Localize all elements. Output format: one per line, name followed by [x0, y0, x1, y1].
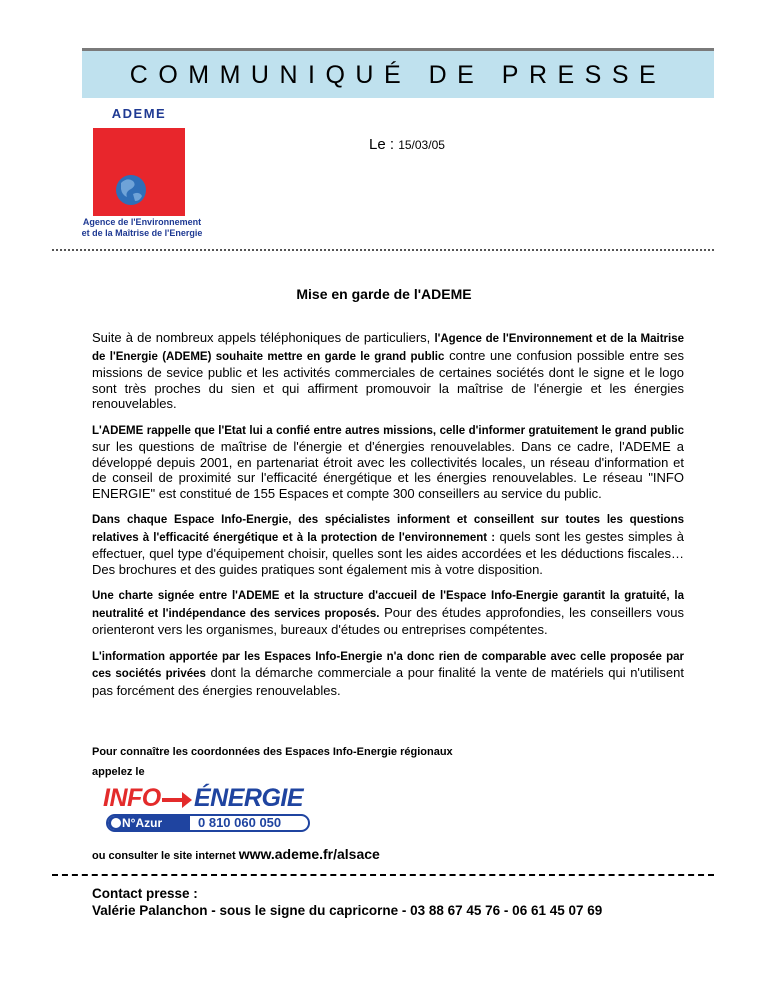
info-energie-word1: INFO — [103, 784, 161, 812]
press-contact-title: Contact presse : — [92, 886, 198, 901]
paragraph-text: quels sont les gestes simples à effectuer, quel type d'équipement choisir, quelles sont les aides accordées et les déductions fiscales… Des brochures et des guides pratiques sont également mis à votre disposition. — [92, 528, 684, 577]
bottom-separator — [52, 874, 714, 876]
date-label: Le : — [369, 136, 395, 153]
paragraph-text: Pour des études approfondies, les conseillers vous orienteront vers les organismes, bureaux d'études ou entreprises compétentes. — [92, 604, 685, 637]
press-release-banner — [82, 48, 714, 98]
paragraph-bold: Une charte signée entre l'ADEME et la structure d'accueil de l'Espace Info-Energie garantit la gratuité, la neutralité et l'indépendance des services proposés. — [92, 590, 684, 620]
date-line — [369, 136, 445, 153]
call-label: appelez le — [92, 766, 145, 778]
paragraph-bold: l'Agence de l'Environnement et de la Maitrise de l'Energie (ADEME) souhaite mettre en garde le grand public — [92, 333, 684, 363]
headline: Mise en garde de l'ADEME — [296, 286, 472, 302]
paragraph — [92, 587, 684, 638]
azur-label: N°Azur — [122, 816, 163, 830]
info-energie-logo — [98, 784, 318, 834]
phone-number-badge — [106, 814, 310, 832]
ademe-logo-caption — [69, 217, 215, 239]
ademe-logo-square — [93, 128, 185, 216]
paragraph — [92, 511, 684, 577]
paragraph-bold: Dans chaque Espace Info-Energie, des spécialistes informent et conseillent sur toutes les questions relatives à l'efficacité énergétique et à la protection de l'environnement : — [92, 514, 684, 544]
info-energie-word2: ÉNERGIE — [194, 784, 304, 812]
banner-title: COMMUNIQUÉ DE PRESSE — [129, 61, 667, 89]
paragraph-text: dont la démarche commerciale a pour finalité la vente de matériels qui n'utilisent pas forcément des énergies renouvelables. — [92, 665, 684, 698]
paragraph-text: contre une confusion possible entre ses missions de sevice public et les activités commerciales de certaines sociétés dont le signe et le logo sont très proches du sien et qui affirment promouvoir la maîtrise de l'énergie et les énergies renouvelables. — [92, 347, 685, 411]
press-contact — [92, 885, 602, 919]
site-url-link[interactable]: www.ademe.fr/alsace — [238, 846, 380, 862]
ademe-logo-word: ADEME — [111, 106, 167, 121]
azur-badge — [108, 816, 190, 830]
paragraph-text: Suite à de nombreux appels téléphoniques de particuliers, — [92, 330, 435, 345]
logo-caption-line2: et de la Maîtrise de l'Energie — [81, 228, 203, 238]
press-contact-details: Valérie Palanchon - sous le signe du capricorne - 03 88 67 45 76 - 06 61 45 07 69 — [92, 903, 603, 918]
site-prefix: ou consulter le site internet — [92, 850, 239, 862]
arrow-right-icon — [160, 789, 194, 811]
globe-icon — [93, 128, 185, 216]
paragraph-bold: L'ADEME rappelle que l'Etat lui a confié entre autres missions, celle d'informer gratuitement le grand public — [92, 424, 684, 437]
contact-prompt: Pour connaître les coordonnées des Espaces Info-Energie régionaux — [92, 746, 453, 758]
logo-caption-line1: Agence de l'Environnement — [82, 217, 202, 227]
body-content — [92, 330, 684, 708]
site-line — [92, 846, 380, 862]
date-value: 15/03/05 — [398, 138, 445, 152]
phone-number: 0 810 060 050 — [198, 815, 282, 830]
paragraph — [92, 648, 684, 699]
paragraph — [92, 330, 684, 412]
top-separator — [52, 249, 714, 251]
chevron-right-icon — [111, 818, 121, 828]
paragraph — [92, 422, 684, 502]
ademe-logo — [63, 104, 213, 244]
paragraph-text: sur les questions de maîtrise de l'énergie et d'énergies renouvelables. Dans ce cadre, l'ADEME a développé depuis 2001, en partenariat étroit avec les collectivités locales, un réseau d'information et de conseil de proximité sur l'efficacité énergétique et les énergies renouvelables. Le réseau "INFO ENERGIE" est constitué de 155 Espaces et compte 300 conseillers au service du public. — [92, 439, 684, 501]
paragraph-bold: L'information apportée par les Espaces Info-Energie n'a donc rien de comparable avec celle proposée par ces sociétés privées — [92, 650, 684, 680]
